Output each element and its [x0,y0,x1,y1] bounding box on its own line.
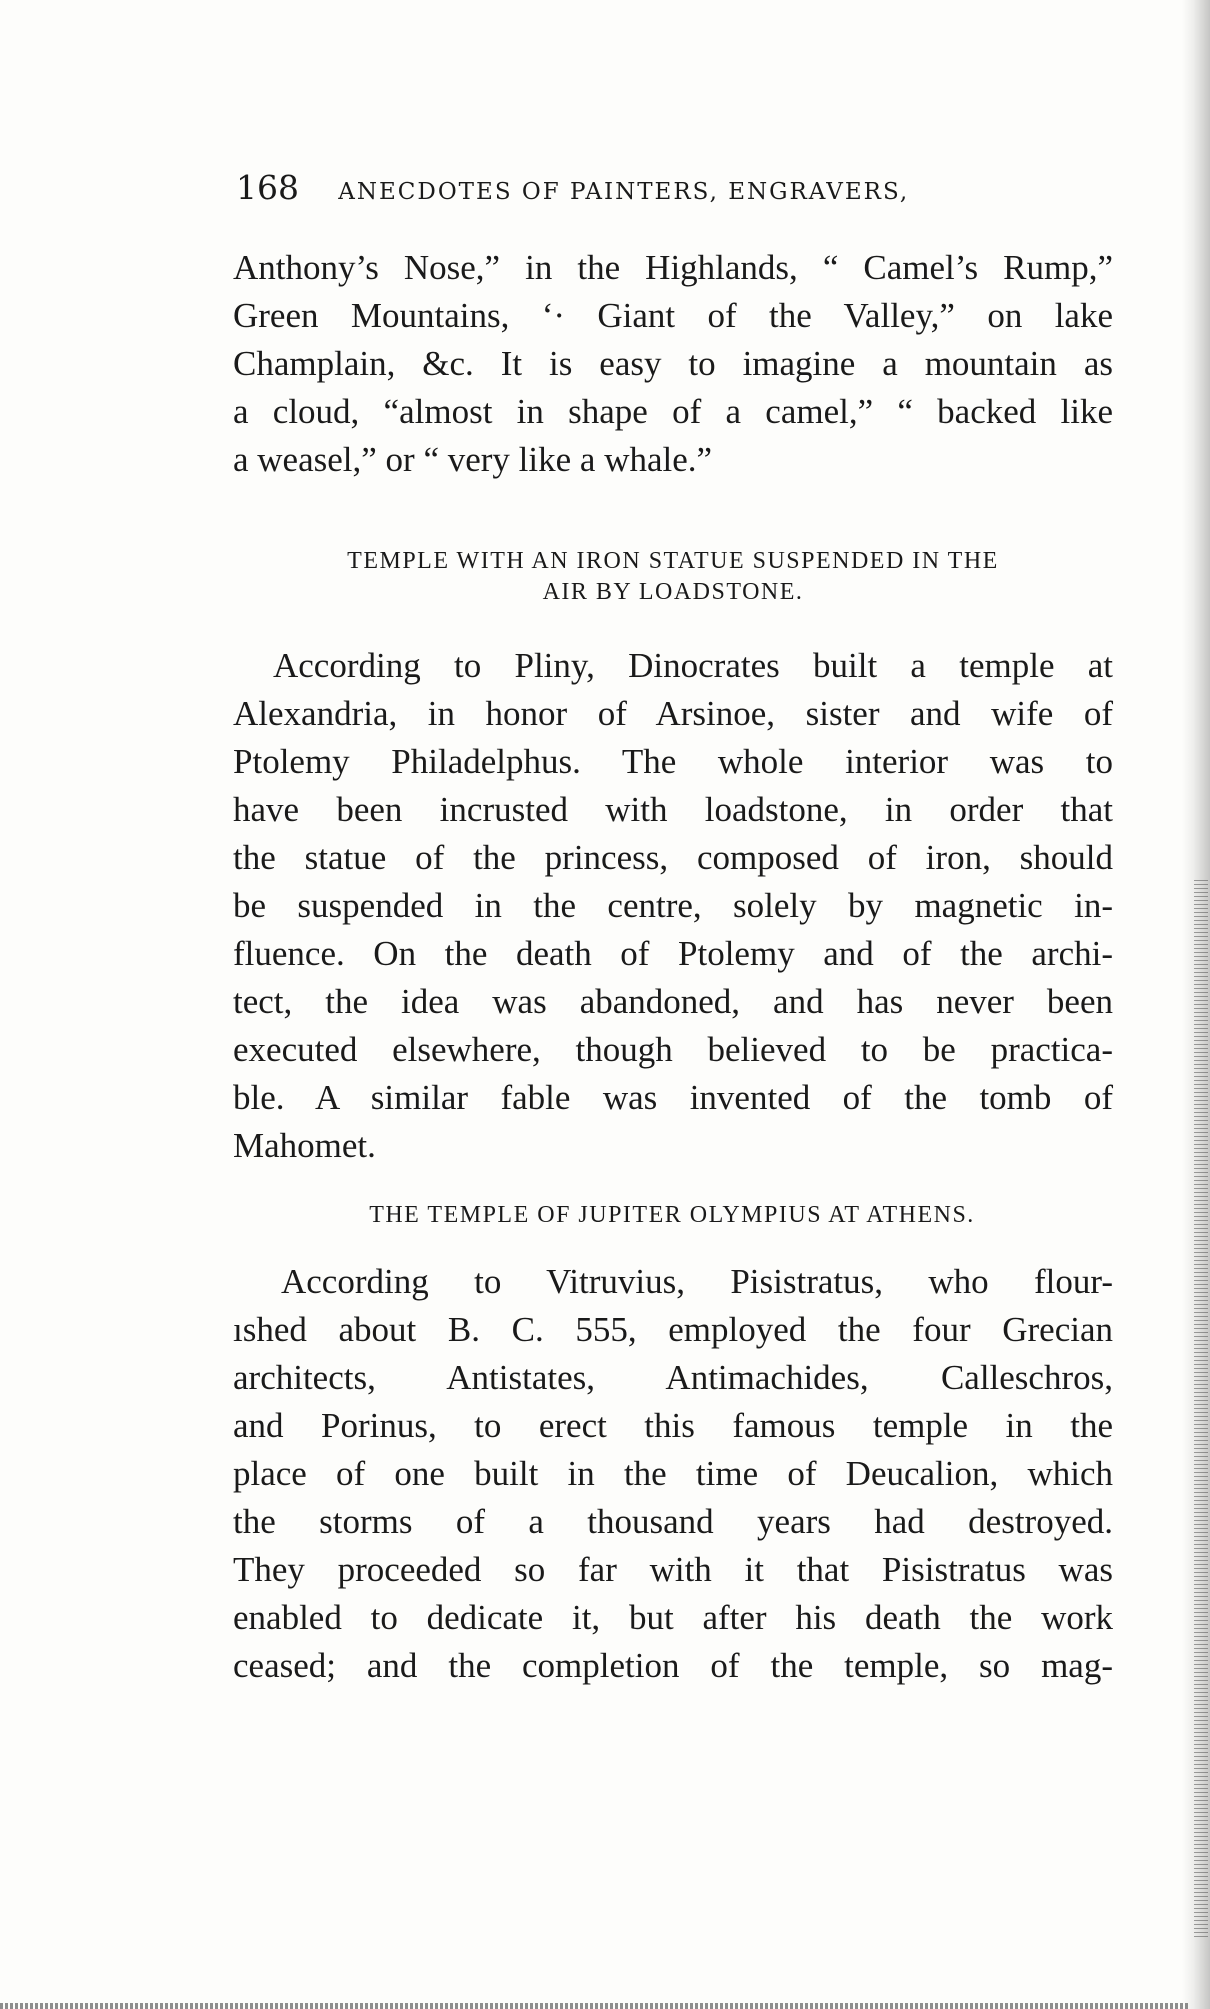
section-heading [272,1202,1072,1229]
text-line: the storms of a thousand years had destroyed. [233,1502,1113,1541]
text-line: They proceeded so far with it that Pisistratus was [233,1550,1113,1589]
text-line: the statue of the princess, composed of iron, should [233,838,1113,877]
text-line: a cloud, “almost in shape of a camel,” “ backed like [233,392,1113,431]
continued-paragraph [233,244,1113,484]
text-line: place of one built in the time of Deucalion, which [233,1454,1113,1493]
page-edge-texture [1194,880,1208,1940]
section-heading [243,548,1103,606]
text-line: According to Pliny, Dinocrates built a temple at [273,646,1113,685]
text-line: Mahomet. [233,1126,376,1165]
section-heading-line: AIR BY LOADSTONE. [542,579,804,605]
text-line: have been incrusted with loadstone, in order that [233,790,1113,829]
section-1-paragraph [233,642,1113,1170]
text-line: a weasel,” or “ very like a whale.” [233,440,713,479]
text-line: Ptolemy Philadelphus. The whole interior was to [233,742,1113,781]
section-heading-line: TEMPLE WITH AN IRON STATUE SUSPENDED IN THE [347,548,999,574]
section-heading-line: THE TEMPLE OF JUPITER OLYMPIUS AT ATHENS. [369,1202,975,1228]
text-line: enabled to dedicate it, but after his death the work [233,1598,1113,1637]
text-line: Green Mountains, ‘· Giant of the Valley,” on lake [233,296,1113,335]
text-line: ceased; and the completion of the temple, so mag- [233,1646,1113,1685]
section-2-paragraph [233,1258,1113,1690]
text-line: executed elsewhere, though believed to be practica- [233,1030,1113,1069]
page-bottom-edge [0,2003,1190,2009]
text-line: According to Vitruvius, Pisistratus, who flour- [281,1262,1113,1301]
running-title: ANECDOTES OF PAINTERS, ENGRAVERS, [338,179,910,205]
text-line: and Porinus, to erect this famous temple in the [233,1406,1113,1445]
text-line: ıshed about B. C. 555, employed the four Grecian [233,1310,1113,1349]
page-number: 168 [236,168,299,207]
text-line: fluence. On the death of Ptolemy and of the archi- [233,934,1113,973]
text-line: Champlain, &c. It is easy to imagine a mountain as [233,344,1113,383]
text-line: Anthony’s Nose,” in the Highlands, “ Camel’s Rump,” [233,248,1113,287]
text-line: architects, Antistates, Antimachides, Calleschros, [233,1358,1113,1397]
page-header [236,168,1036,207]
text-line: Alexandria, in honor of Arsinoe, sister and wife of [233,694,1113,733]
text-line: tect, the idea was abandoned, and has never been [233,982,1113,1021]
text-line: be suspended in the centre, solely by magnetic in- [233,886,1113,925]
text-line: ble. A similar fable was invented of the tomb of [233,1078,1113,1117]
